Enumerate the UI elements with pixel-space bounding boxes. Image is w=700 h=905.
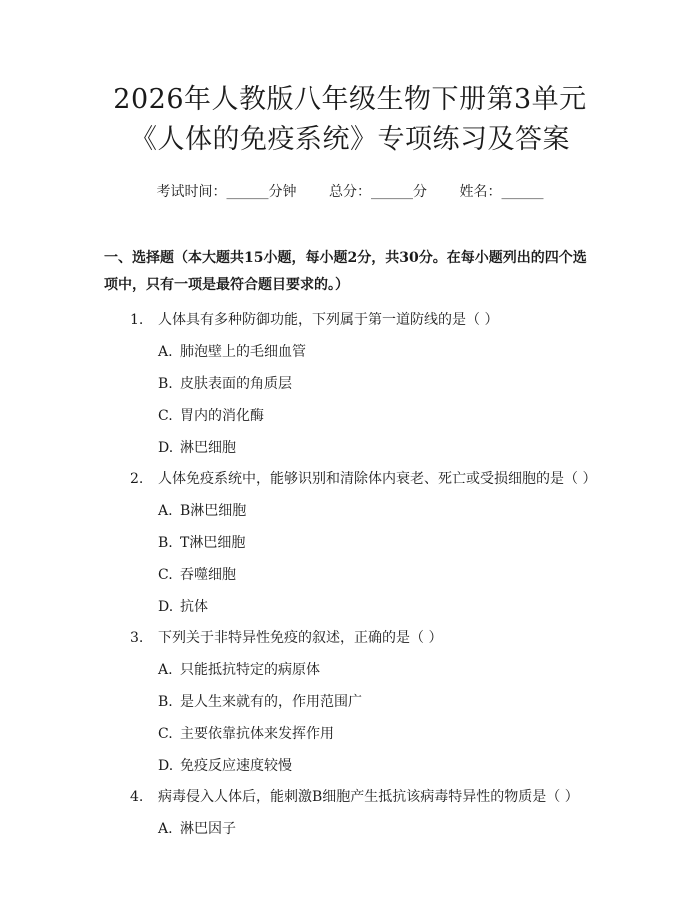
option-text: 是人生来就有的，作用范围广 — [180, 694, 362, 710]
answer-option — [104, 374, 596, 394]
question-stem — [104, 628, 596, 648]
answer-option — [104, 756, 596, 776]
question-text: 人体免疫系统中，能够识别和清除体内衰老、死亡或受损细胞的是（ ） — [158, 471, 597, 487]
option-key: A. — [158, 821, 173, 837]
option-text: 只能抵抗特定的病原体 — [180, 662, 320, 678]
answer-option — [104, 660, 596, 680]
answer-option — [104, 533, 596, 553]
answer-option — [104, 438, 596, 458]
option-key: C. — [158, 567, 173, 583]
option-text: 胃内的消化酶 — [180, 408, 264, 424]
option-text: 主要依靠抗体来发挥作用 — [180, 726, 334, 742]
question-item — [104, 628, 596, 776]
question-text: 下列关于非特异性免疫的叙述，正确的是（ ） — [158, 630, 443, 646]
option-key: D. — [158, 758, 174, 774]
option-list — [104, 342, 596, 458]
option-list — [104, 819, 596, 839]
question-item — [104, 310, 596, 458]
option-list — [104, 501, 596, 617]
answer-option — [104, 406, 596, 426]
question-stem — [104, 787, 596, 807]
question-number: 3. — [130, 630, 144, 646]
answer-option — [104, 724, 596, 744]
question-stem — [104, 310, 596, 330]
answer-option — [104, 565, 596, 585]
answer-option — [104, 501, 596, 521]
question-number: 4. — [130, 789, 144, 805]
option-key: B. — [158, 376, 173, 392]
option-text: 免疫反应速度较慢 — [180, 758, 292, 774]
option-text: T淋巴细胞 — [180, 535, 246, 551]
answer-option — [104, 597, 596, 617]
option-list — [104, 660, 596, 776]
question-number: 2. — [130, 471, 144, 487]
option-key: A. — [158, 503, 173, 519]
option-text: 肺泡壁上的毛细血管 — [180, 344, 306, 360]
option-text: 皮肤表面的角质层 — [180, 376, 292, 392]
question-list — [104, 310, 596, 839]
answer-option — [104, 692, 596, 712]
exam-time-field: 考试时间：______分钟 — [156, 184, 297, 200]
question-stem — [104, 469, 596, 489]
name-field: 姓名：______ — [459, 184, 544, 200]
option-text: 淋巴因子 — [180, 821, 236, 837]
option-text: 抗体 — [180, 599, 208, 615]
option-text: B淋巴细胞 — [180, 503, 247, 519]
option-key: D. — [158, 599, 174, 615]
option-key: C. — [158, 408, 173, 424]
option-text: 吞噬细胞 — [180, 567, 236, 583]
option-key: B. — [158, 694, 173, 710]
option-key: A. — [158, 344, 173, 360]
option-key: D. — [158, 440, 174, 456]
question-item — [104, 469, 596, 617]
answer-option — [104, 819, 596, 839]
option-key: C. — [158, 726, 173, 742]
question-text: 人体具有多种防御功能，下列属于第一道防线的是（ ） — [158, 312, 499, 328]
option-key: A. — [158, 662, 173, 678]
document-title: 2026年人教版八年级生物下册第3单元《人体的免疫系统》专项练习及答案 — [113, 84, 587, 155]
option-text: 淋巴细胞 — [180, 440, 236, 456]
question-text: 病毒侵入人体后，能刺激B细胞产生抵抗该病毒特异性的物质是（ ） — [158, 789, 579, 805]
section-heading: 一、选择题（本大题共15小题，每小题2分，共30分。在每小题列出的四个选项中，只有一项是最符合题目要求的。） — [104, 250, 587, 293]
answer-option — [104, 342, 596, 362]
exam-info — [104, 182, 596, 202]
question-item — [104, 787, 596, 839]
option-key: B. — [158, 535, 173, 551]
total-score-field: 总分：______分 — [329, 184, 427, 200]
question-number: 1. — [130, 312, 144, 328]
